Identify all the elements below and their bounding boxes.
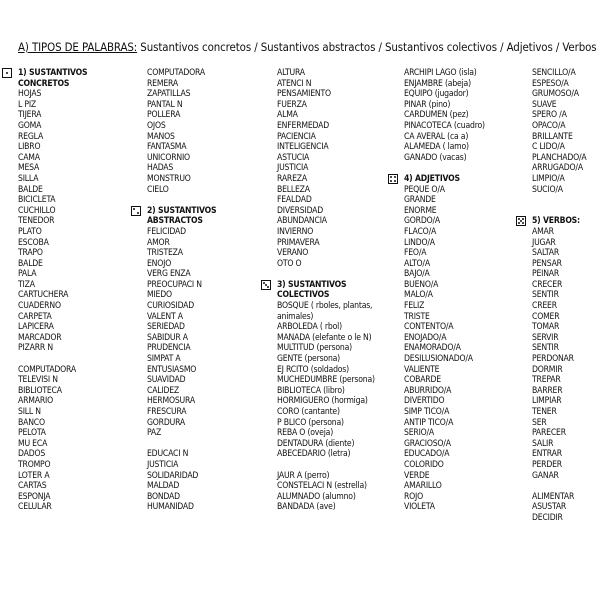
heading-line: ABSTRACTOS [147, 216, 203, 227]
word-item: ENFERMEDAD [277, 120, 329, 131]
heading-line: 4) ADJETIVOS [404, 173, 460, 184]
word-item: PLATO [18, 226, 42, 237]
page-title [18, 40, 597, 54]
word-item: LINDO/A [404, 237, 435, 248]
word-item: TENEDOR [18, 216, 55, 227]
word-item: CIELO [147, 184, 169, 195]
word-item: FEALDAD [277, 195, 312, 206]
word-item: ABUNDANCIA [277, 216, 327, 227]
word-item: MALO/A [404, 290, 433, 301]
word-item: ASTUCIA [277, 152, 310, 163]
word-list [532, 227, 586, 481]
die-three-icon [261, 280, 271, 290]
word-item: HADAS [147, 163, 174, 174]
word-item: GORDURA [147, 417, 185, 428]
title-rest: Sustantivos concretos / Sustantivos abstractos / Sustantivos colectivos / Adjetivos / Verbos [137, 40, 597, 54]
word-item: GANADO (vacas) [404, 152, 467, 163]
word-item: SALTAR [532, 248, 559, 259]
word-item: FELICIDAD [147, 226, 186, 237]
section-heading-verbos [532, 216, 586, 227]
word-item: PEQUE O/A [404, 184, 445, 195]
word-item: TIZA [18, 279, 35, 290]
word-list [404, 185, 485, 513]
word-item: CURIOSIDAD [147, 301, 195, 312]
heading-line: 2) SUSTANTIVOS [147, 205, 217, 216]
word-item: POLLERA [147, 110, 181, 121]
word-item: SILL N [18, 407, 41, 417]
word-item: MULTITUD (persona) [277, 343, 352, 354]
word-item: SUAVE [532, 99, 557, 110]
word-item: CONSTELACI N (estrella) [277, 481, 367, 492]
word-item: PINACOTECA (cuadro) [404, 120, 485, 131]
word-item: TRISTE [404, 311, 430, 322]
word-item: ABECEDARIO (letra) [277, 449, 351, 460]
word-list [277, 471, 375, 513]
word-item: DORMIR [532, 364, 563, 375]
word-item: VERG ENZA [147, 269, 191, 280]
word-item: VALIENTE [404, 364, 440, 375]
word-item: COMPUTADORA [147, 68, 205, 78]
word-item: BELLEZA [277, 184, 310, 195]
word-item: PANTAL N [147, 99, 183, 110]
word-item: SABIDUR A [147, 332, 188, 343]
word-item: SUAVIDAD [147, 375, 186, 386]
column-verbos [532, 68, 586, 524]
word-item: TRAPO [18, 248, 43, 259]
word-item: SALIR [532, 438, 554, 449]
word-item: COMPUTADORA [18, 364, 76, 375]
word-item: REMERA [147, 78, 178, 89]
word-item: JUGAR [532, 237, 556, 248]
word-item: ESCOBA [18, 237, 49, 248]
word-item: PRIMAVERA [277, 237, 320, 248]
column-abstractos [147, 68, 216, 513]
word-item: TENER [532, 407, 557, 417]
column-colectivos [277, 68, 375, 513]
section-heading-concretos [18, 68, 87, 89]
word-item: BOSQUE ( rboles, plantas, [277, 301, 373, 312]
word-item: VERDE [404, 470, 430, 481]
word-item: SERIEDAD [147, 322, 185, 333]
word-item: LAPICERA [18, 322, 54, 333]
word-item: PERDER [532, 459, 562, 470]
word-list [277, 68, 375, 269]
word-item: PIZARR N [18, 343, 53, 354]
word-item: ARBOLEDA ( rbol) [277, 322, 342, 333]
word-list [18, 89, 87, 354]
word-item: CA AVERAL (ca a) [404, 131, 469, 142]
section-heading-colectivos [277, 280, 375, 301]
word-item: ROJO [404, 491, 424, 502]
word-item: ENOJO [147, 258, 172, 269]
word-item: GENTE (persona) [277, 354, 340, 365]
heading-line: 1) SUSTANTIVOS [18, 68, 88, 78]
word-item: BALDE [18, 258, 43, 269]
word-item: ALUMNADO (alumno) [277, 491, 356, 502]
word-item: BALDE [18, 184, 43, 195]
word-item: HOJAS [18, 89, 42, 100]
heading-line: CONCRETOS [18, 78, 70, 89]
word-item: EJ RCITO (soldados) [277, 364, 349, 375]
word-item: DADOS [18, 449, 46, 460]
word-item: ARRUGADO/A [532, 163, 583, 174]
word-item: REBA O (oveja) [277, 428, 334, 439]
word-item: FEO/A [404, 248, 427, 259]
word-item: EDUCACI N [147, 449, 189, 460]
word-item: JUSTICIA [147, 459, 179, 470]
word-item: OTO O [277, 258, 302, 269]
word-item: ANTIP TICO/A [404, 417, 454, 428]
word-item: P BLICO (persona) [277, 417, 344, 428]
word-item: AMARILLO [404, 481, 442, 492]
word-item: JAUR A (perro) [277, 470, 330, 481]
word-item: INTELIGENCIA [277, 142, 329, 153]
word-item: LIMPIAR [532, 396, 562, 407]
word-item: AMAR [532, 226, 554, 237]
word-item: TRISTEZA [147, 248, 183, 259]
word-item: LOTER A [18, 470, 50, 481]
word-item: ASUSTAR [532, 502, 567, 513]
word-item: PLANCHADO/A [532, 152, 587, 163]
word-item: BARRER [532, 385, 563, 396]
die-two-icon [131, 206, 141, 216]
word-item: SIMP TICO/A [404, 407, 450, 417]
word-list [532, 492, 586, 524]
word-item: DECIDIR [532, 512, 563, 523]
word-item: VERANO [277, 248, 309, 259]
word-item: COMER [532, 311, 560, 322]
word-item: BANDADA (ave) [277, 502, 336, 513]
heading-line: 5) VERBOS: [532, 216, 580, 227]
word-list [18, 365, 87, 513]
word-item: MONSTRUO [147, 173, 191, 184]
word-item: MALDAD [147, 481, 180, 492]
word-item: PALA [18, 269, 37, 280]
word-item: ARMARIO [18, 396, 53, 407]
word-item: GORDO/A [404, 216, 440, 227]
word-item: PERDONAR [532, 354, 574, 365]
word-item: ESPONJA [18, 491, 51, 502]
word-item: BICICLETA [18, 195, 56, 206]
word-item: CARTUCHERA [18, 290, 69, 301]
word-item: DIVERSIDAD [277, 205, 324, 216]
word-item: FANTASMA [147, 142, 187, 153]
word-item: FRESCURA [147, 407, 187, 417]
word-item: PENSAR [532, 258, 562, 269]
word-item: MUCHEDUMBRE (persona) [277, 375, 375, 386]
word-item: FLACO/A [404, 226, 437, 237]
word-item: ZAPATILLAS [147, 89, 191, 100]
word-item: HERMOSURA [147, 396, 195, 407]
word-item: PEINAR [532, 269, 560, 280]
word-list [532, 68, 586, 195]
word-item: HORMIGUERO (hormiga) [277, 396, 368, 407]
word-item: animales) [277, 311, 314, 322]
word-item: SENTIR [532, 343, 559, 354]
heading-line: COLECTIVOS [277, 290, 330, 301]
word-item: HUMANIDAD [147, 502, 194, 513]
heading-line: 3) SUSTANTIVOS [277, 279, 347, 290]
word-item: ATENCI N [277, 78, 312, 89]
word-item: SENCILLO/A [532, 68, 576, 78]
title-lead: A) TIPOS DE PALABRAS: [18, 40, 138, 54]
word-item: VIOLETA [404, 502, 435, 513]
word-item: SILLA [18, 173, 39, 184]
word-item: SOLIDARIDAD [147, 470, 199, 481]
word-item: RAREZA [277, 173, 307, 184]
word-item: PRUDENCIA [147, 343, 191, 354]
word-item: BANCO [18, 417, 45, 428]
word-item: ENTUSIASMO [147, 364, 197, 375]
word-item: ALAMEDA ( lamo) [404, 142, 469, 153]
word-item: ALTURA [277, 68, 305, 78]
word-list [147, 227, 216, 439]
column-adjetivos [404, 68, 485, 513]
word-item: BAJO/A [404, 269, 430, 280]
word-item: BRILLANTE [532, 131, 573, 142]
die-five-icon [516, 216, 526, 226]
word-item: MESA [18, 163, 40, 174]
word-item: SENTIR [532, 290, 559, 301]
word-item: TIJERA [18, 110, 42, 121]
word-item: VALENT A [147, 311, 183, 322]
word-item: LIMPIO/A [532, 173, 565, 184]
word-item: ALIMENTAR [532, 491, 575, 502]
word-item: TREPAR [532, 375, 561, 386]
word-list [147, 68, 216, 195]
word-item: ENORME [404, 205, 437, 216]
section-heading-adjetivos [404, 174, 485, 185]
word-item: MANOS [147, 131, 175, 142]
die-one-icon [2, 68, 12, 78]
word-item: CREER [532, 301, 557, 312]
word-item: GRUMOSO/A [532, 89, 579, 100]
word-item: MU ECA [18, 438, 48, 449]
word-item: ENTRAR [532, 449, 562, 460]
word-item: PELOTA [18, 428, 46, 439]
word-item: PENSAMIENTO [277, 89, 331, 100]
word-item: FUERZA [277, 99, 307, 110]
word-item: DIVERTIDO [404, 396, 445, 407]
word-item: BONDAD [147, 491, 180, 502]
word-item: JUSTICIA [277, 163, 309, 174]
word-item: SUCIO/A [532, 184, 563, 195]
section-heading-abstractos [147, 206, 216, 227]
word-item: DENTADURA (diente) [277, 438, 355, 449]
word-item: GANAR [532, 470, 559, 481]
word-item: GRANDE [404, 195, 436, 206]
word-item: BIBLIOTECA (libro) [277, 385, 345, 396]
word-item: LIBRO [18, 142, 41, 153]
word-item: ENOJADO/A [404, 332, 447, 343]
word-item: CUCHILLO [18, 205, 56, 216]
word-item: GOMA [18, 120, 42, 131]
word-item: CALIDEZ [147, 385, 180, 396]
word-item: SERVIR [532, 332, 559, 343]
word-item: SPERO /A [532, 110, 567, 121]
word-item: COLORIDO [404, 459, 444, 470]
word-item: CUADERNO [18, 301, 61, 312]
word-item: CARPETA [18, 311, 52, 322]
word-item: BIBLIOTECA [18, 385, 62, 396]
word-item: L PIZ [18, 99, 36, 110]
word-item: GRACIOSO/A [404, 438, 451, 449]
word-item: PINAR (pino) [404, 99, 451, 110]
word-item: TELEVISI N [18, 375, 58, 386]
word-item: CORO (cantante) [277, 407, 340, 417]
word-item: CRECER [532, 279, 563, 290]
word-item: ENAMORADO/A [404, 343, 461, 354]
word-item: MIEDO [147, 290, 172, 301]
word-item: SER [532, 417, 547, 428]
word-item: OPACO/A [532, 120, 566, 131]
word-item: PREOCUPACI N [147, 279, 202, 290]
word-item: BUENO/A [404, 279, 439, 290]
word-item: ENJAMBRE (abeja) [404, 78, 471, 89]
die-four-icon [388, 174, 398, 184]
word-list [277, 301, 375, 460]
word-item: ARCHIPI LAGO (isla) [404, 68, 477, 78]
word-item: TOMAR [532, 322, 560, 333]
word-item: UNICORNIO [147, 152, 190, 163]
word-item: PAZ [147, 428, 162, 439]
word-item: ESPESO/A [532, 78, 569, 89]
word-item: INVIERNO [277, 226, 314, 237]
word-item: ALMA [277, 110, 298, 121]
word-item: REGLA [18, 131, 44, 142]
word-item: CARDUMEN (pez) [404, 110, 469, 121]
column-concretos [18, 68, 87, 513]
word-item: AMOR [147, 237, 170, 248]
word-item: OJOS [147, 120, 166, 131]
word-item: EQUIPO (jugador) [404, 89, 469, 100]
word-item: FELIZ [404, 301, 425, 312]
word-item: COBARDE [404, 375, 441, 386]
word-list [147, 449, 216, 513]
word-item: DESILUSIONADO/A [404, 354, 473, 365]
word-item: PARECER [532, 428, 566, 439]
word-item: C LIDO/A [532, 142, 565, 153]
word-item: ABURRIDO/A [404, 385, 452, 396]
word-item: MANADA (elefante o le N) [277, 332, 372, 343]
word-item: MARCADOR [18, 332, 62, 343]
word-item: PACIENCIA [277, 131, 316, 142]
word-item: TROMPO [18, 459, 51, 470]
word-item: SIMPAT A [147, 354, 181, 365]
word-item: EDUCADO/A [404, 449, 450, 460]
word-item: SERIO/A [404, 428, 435, 439]
word-list [404, 68, 485, 163]
word-item: CELULAR [18, 502, 52, 513]
word-item: CAMA [18, 152, 40, 163]
word-item: CARTAS [18, 481, 47, 492]
word-item: ALTO/A [404, 258, 430, 269]
word-item: CONTENTO/A [404, 322, 454, 333]
